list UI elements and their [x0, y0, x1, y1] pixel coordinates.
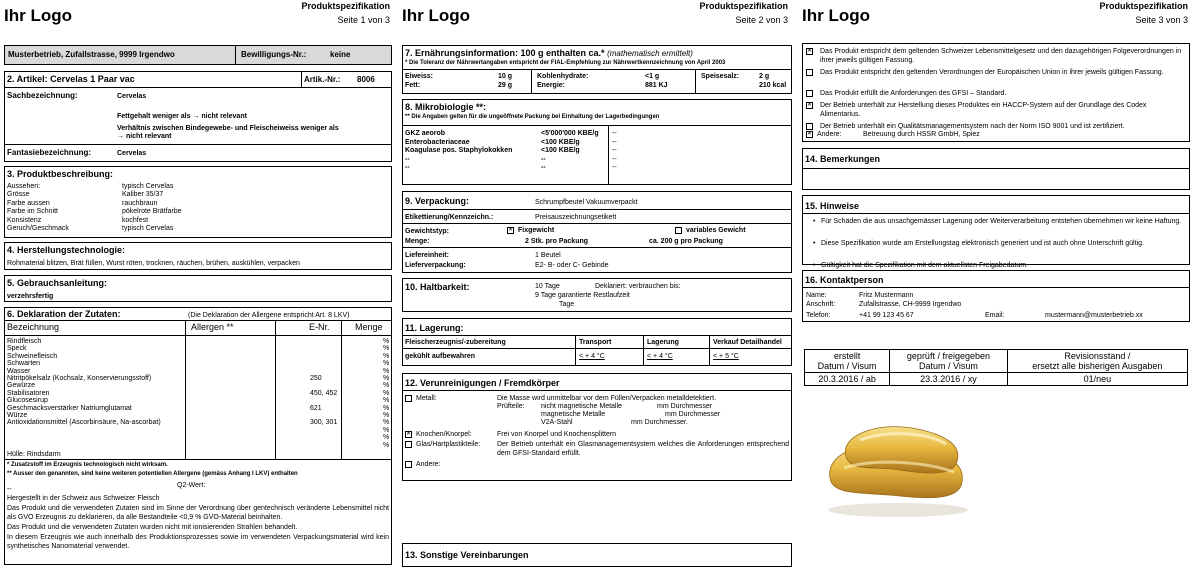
- micro-extra: --: [612, 147, 617, 155]
- section-microbiology: [402, 99, 792, 185]
- ingredient-pct: %: [383, 367, 390, 375]
- page-number: Seite 3 von 3: [1135, 15, 1188, 25]
- s6-title: 6. Deklaration der Zutaten:: [7, 309, 121, 319]
- s4-text: Rohmaterial blitzen, Brät füllen, Wurst röten, trocknen, räuchen, brühen, auskühlen, verpacken: [7, 260, 300, 267]
- micro-extra: --: [612, 164, 617, 172]
- s7-title: 7. Ernährungsinformation: 100 g enthalten ca.*: [405, 48, 605, 58]
- compliance-text: Das Produkt erfüllt die Anforderungen des GFSI – Standard.: [820, 90, 1007, 97]
- revision-table: erstellt Datum / Visum geprüft / freigegeben Datum / Visum Revisionsstand / ersetzt alle bisherigen Ausgaben 20.3.2016 / ab 23.3.2016 / xy 01/neu: [804, 349, 1188, 386]
- etik-value: Preisauszeichnungsetikett: [535, 214, 617, 221]
- property-key: Geruch/Geschmack: [7, 225, 69, 232]
- property-value: typisch Cervelas: [122, 183, 174, 190]
- micro-limit: <5'000'000 KBE/g: [541, 130, 599, 137]
- property-value: rauchbraun: [122, 199, 158, 207]
- liefer-value: 1 Beutel: [535, 252, 561, 259]
- ingredient-pct: %: [383, 360, 390, 368]
- nutrient-value: 210 kcal: [759, 82, 787, 89]
- document-title: Produktspezifikation: [1099, 1, 1188, 11]
- section-nutrition: [402, 45, 792, 94]
- s13-title: 13. Sonstige Vereinbarungen: [405, 550, 529, 560]
- verhaeltnis-note-2: → nicht relevant: [117, 133, 172, 140]
- ingredient-pct: %: [383, 338, 390, 345]
- property-value: kochfest: [122, 216, 149, 224]
- ingredient-pct: %: [383, 352, 390, 360]
- pruef-3-unit: mm Durchmesser.: [631, 419, 688, 426]
- section-compliance: ✕ Das Produkt entspricht dem geltenden Schweizer Lebensmittelgesetz und den dazugehörigen Folgeverordnungen in ihrer jeweils gültigen Fassung. Das Produkt entspricht den geltenden Verordnungen der Europäischen Union in ihrer jeweils gültigen Fassung. Das Produkt erfüllt die Anforderungen des GFSI – Standard. ✕ Der Betrieb unterhält zur Herstellung dieses Produktes ein HACCP-System auf der Grundlage des Codex Alimentarius. Der Betrieb unterhält ein Qualitätsmanagementsystem nach der Norm ISO 9001 und ist zertifiziert. ✕ Andere: Betreuung durch HSSR GmbH, Spiez: [802, 43, 1190, 142]
- metall-checkbox[interactable]: Metall:: [405, 394, 437, 403]
- ingredient-name: Schwarten: [7, 360, 41, 368]
- fantasie-label: Fantasiebezeichnung:: [7, 148, 92, 157]
- section-article: [4, 71, 392, 162]
- menge-weight: ca. 200 g pro Packung: [649, 238, 723, 245]
- col-menge: Menge: [355, 322, 383, 332]
- property-key: Farbe im Schnitt: [7, 208, 58, 216]
- s11-title: 11. Lagerung:: [405, 323, 464, 333]
- note-text: Diese Spezifikation wurde am Erstellungstag elektronisch generiert und ist auch ohne Unterschrift gültig.: [821, 240, 1144, 247]
- ingredient-pct: %: [383, 426, 390, 434]
- property-key: Farbe aussen: [7, 199, 50, 207]
- gewtyp-label: Gewichtstyp:: [405, 228, 449, 235]
- ingredient-name: Würze: [7, 412, 28, 419]
- s12-title: 12. Verunreinigungen / Fremdkörper: [405, 378, 560, 388]
- compliance-text: Der Betrieb unterhält zur Herstellung dieses Produktes ein HACCP-System auf der Grundlage des Codex Alimentarius.: [820, 102, 1147, 118]
- section-agreements: [402, 543, 792, 567]
- ingredient-name: Stabilisatoren: [7, 389, 50, 397]
- footnote-2: ** Ausser den genannten, sind keine weiteren potentiellen Allergene (gemäss Anhang I LKV) enthalten: [7, 471, 298, 477]
- property-key: Grösse: [7, 191, 30, 199]
- nutrient-value: 881 KJ: [645, 82, 668, 89]
- andere-compliance-value: Betreuung durch HSSR GmbH, Spiez: [863, 131, 980, 138]
- micro-organism: Enterobacteriaceae: [405, 138, 470, 146]
- contact-name: Fritz Mustermann: [859, 292, 914, 299]
- section-product-description: [4, 166, 392, 238]
- s9-value: Schrumpfbeutel Vakuumverpackt: [535, 199, 638, 206]
- menge-value: 2 Stk. pro Packung: [525, 238, 589, 245]
- property-value: Kaliber 35/37: [122, 191, 164, 199]
- q2-label: Q2-Wert:: [177, 482, 206, 489]
- rev-created: 20.3.2016 / ab: [805, 373, 890, 386]
- contact-email[interactable]: mustermann@musterbetrieb.xx: [1045, 312, 1143, 319]
- ingredient-name: Geschmacksverstärker Natriumglutamat: [7, 404, 132, 412]
- haltbarkeit-declared: Deklariert: verbrauchen bis:: [595, 283, 681, 290]
- ingredient-name: Nitritpökelsalz (Kochsalz, Konservierungsstoff): [7, 375, 152, 382]
- property-key: Aussehen:: [7, 183, 41, 190]
- ingredient-pct: %: [383, 404, 390, 412]
- ingredient-pct: %: [383, 412, 390, 419]
- lager-h3: Lagerung: [647, 339, 679, 346]
- huelle-line: Hülle: Rindsdarm: [7, 451, 61, 458]
- nutrient-label: Speisesalz:: [701, 73, 740, 80]
- property-key: Konsistenz: [7, 216, 42, 224]
- haltbarkeit-days: 10 Tage: [535, 283, 560, 290]
- fixgewicht-checkbox[interactable]: ✕ Fixgewicht: [508, 226, 555, 234]
- spec-page-1: [0, 0, 396, 571]
- andere-compliance-checkbox[interactable]: ✕ Andere:: [807, 130, 842, 138]
- company-logo: Ihr Logo: [402, 6, 470, 25]
- ingredient-name: Wasser: [7, 367, 31, 375]
- gvo-text: Das Produkt und die verwendeten Zutaten sind im Sinne der Verordnung über gentechnisch veränderte Lebensmittel nicht als GVO Erzeugnis zu deklarieren, da alle Bestandteile <0,9 % GVO-Material beinhalten.: [7, 505, 389, 521]
- contact-phone-label: Telefon:: [806, 312, 831, 319]
- section-ingredients: [4, 307, 392, 565]
- nutrient-value: 29 g: [498, 82, 513, 89]
- page-number: Seite 1 von 3: [337, 15, 390, 25]
- section-contaminants: [402, 373, 792, 481]
- section-technology: [4, 242, 392, 270]
- ingredient-name: Schweinefleisch: [7, 352, 58, 360]
- lieferv-value: E2- B- oder C- Gebinde: [535, 262, 609, 269]
- verhaeltnis-note: Verhältnis zwischen Bindegewebe- und Fleischeiweiss weniger als: [117, 125, 339, 132]
- col-allergen: Allergen **: [191, 322, 234, 332]
- company-logo: Ihr Logo: [4, 6, 72, 25]
- nutrient-label: Eiweiss:: [405, 73, 434, 80]
- section-packaging: [402, 191, 792, 273]
- s10-title: 10. Haltbarkeit:: [405, 282, 470, 292]
- s16-title: 16. Kontaktperson: [805, 275, 884, 285]
- rev-version: 01/neu: [1007, 373, 1187, 386]
- ingredient-pct: %: [383, 434, 390, 442]
- contact-email-label: Email:: [985, 312, 1005, 319]
- compliance-text: Das Produkt entspricht dem geltenden Schweizer Lebensmittelgesetz und den dazugehörigen Folgeverordnungen in ihrer jeweils gültigen Fassung.: [820, 48, 1182, 64]
- section-storage: [402, 318, 792, 366]
- page-number: Seite 2 von 3: [735, 15, 788, 25]
- document-title: Produktspezifikation: [699, 1, 788, 11]
- property-value: typisch Cervelas: [122, 225, 174, 232]
- lager-r1: gekühlt aufbewahren: [405, 353, 476, 360]
- nutrient-value: 10 g: [498, 73, 513, 80]
- section-shelf-life: [402, 278, 792, 312]
- metall-text: Die Masse wird unmittelbar vor dem Füllen/Verpacken metalldetektiert.: [497, 395, 717, 402]
- knochen-text: Frei von Knorpel und Knochensplittern: [497, 431, 617, 438]
- lager-r4: < + 5 °C: [713, 353, 739, 360]
- section-notes: 15. Hinweise • Für Schäden die aus unsachgemässer Lagerung oder Weiterverarbeitung entstehen übernehmen wir keine Haftung. • Diese Spezifikation wurde am Erstellungstag elektronisch generiert und ist auch ohne Unterschrift gültig. • Gültigkeit hat die Spezifikation mit dem aktuellsten Freigabedatum.: [802, 195, 1190, 265]
- ingredient-name: Gewürze: [7, 382, 36, 390]
- radiation-text: Das Produkt und die verwendeten Zutaten wurden nicht mit ionisierenden Strahlen behandelt.: [7, 524, 298, 531]
- haltbarkeit-days-2: Tage: [559, 301, 575, 308]
- artnr-value: 8006: [357, 75, 375, 84]
- lager-h1: Fleischerzeugnis/-zubereitung: [405, 339, 506, 346]
- micro-organism: GKZ aeorob: [405, 130, 446, 137]
- s5-text: verzehrsfertig: [7, 293, 54, 300]
- permit-label: Bewilligungs-Nr.:: [241, 50, 307, 59]
- ingredient-enr: 300, 301: [310, 419, 338, 427]
- compliance-text: Der Betrieb unterhält ein Qualitätsmanagementsystem nach der Norm ISO 9001 und ist zertifiziert.: [820, 123, 1125, 130]
- s3-title: 3. Produktbeschreibung:: [7, 169, 114, 179]
- ingredient-enr: 621: [310, 404, 322, 412]
- sachbez-label: Sachbezeichnung:: [7, 91, 78, 100]
- artnr-label: Artik.-Nr.:: [304, 75, 341, 84]
- document-title: Produktspezifikation: [301, 1, 390, 11]
- company-header: [4, 45, 392, 65]
- ingredient-pct: %: [383, 389, 390, 397]
- ingredient-pct: %: [383, 345, 390, 353]
- lieferv-label: Lieferverpackung:: [405, 262, 466, 269]
- s7-note: * Die Toleranz der Nährwertangaben entspricht der FIAL-Empfehlung zur Nährwertkennzeichnung von April 2003: [405, 60, 726, 66]
- footnote-1: * Zusatzstoff im Erzeugnis technologisch nicht wirksam.: [7, 462, 168, 468]
- contact-name-label: Name:: [806, 292, 827, 299]
- col-enr: E-Nr.: [309, 322, 330, 332]
- article-title: 2. Artikel: Cervelas 1 Paar vac: [7, 74, 135, 84]
- micro-extra: --: [612, 155, 617, 163]
- pruef-2: magnetische Metalle: [541, 411, 606, 418]
- note-text: Gültigkeit hat die Spezifikation mit dem aktuellsten Freigabedatum.: [821, 262, 1028, 269]
- nutrient-label: Kohlenhydrate:: [537, 73, 589, 80]
- s5-title: 5. Gebrauchsanleitung:: [7, 278, 108, 288]
- ingredient-pct: %: [383, 419, 390, 427]
- property-row: [7, 224, 69, 233]
- rev-approved: 23.3.2016 / xy: [890, 373, 1008, 386]
- micro-extra: --: [612, 138, 617, 146]
- s9-title: 9. Verpackung:: [405, 196, 470, 206]
- contact-address-label: Anschrift:: [806, 301, 836, 308]
- s7-title-italic: (mathematisch ermittelt): [607, 49, 693, 58]
- fantasie-value: Cervelas: [117, 150, 147, 157]
- micro-organism: --: [405, 164, 410, 172]
- haltbarkeit-rest: 9 Tage garantierte Restlaufzeit: [535, 292, 630, 299]
- liefer-label: Liefereinheit:: [405, 252, 449, 259]
- micro-limit: --: [541, 155, 546, 163]
- pruefteile-label: Prüfteile:: [497, 403, 525, 410]
- knochen-checkbox[interactable]: ✕ Knochen/Knorpel:: [406, 430, 472, 438]
- micro-organism: --: [405, 155, 410, 163]
- ingredient-name: Rindfleisch: [7, 338, 42, 345]
- contact-phone: +41 99 123 45 67: [859, 312, 914, 319]
- ingredient-name: Glucosesirup: [7, 397, 48, 405]
- ingredient-enr: 450, 452: [310, 389, 338, 397]
- nutrient-value: <1 g: [645, 73, 660, 80]
- fett-note: Fettgehalt weniger als → nicht relevant: [117, 113, 247, 120]
- micro-limit: --: [541, 164, 546, 172]
- s8-note: ** Die Angaben gelten für die ungeöffnete Packung bei Einhaltung der Lagerbedingungen: [405, 114, 660, 120]
- s4-title: 4. Herstellungstechnologie:: [7, 245, 126, 255]
- lager-r2: < + 4 °C: [579, 353, 605, 360]
- company-logo: Ihr Logo: [802, 6, 870, 25]
- company-address: Musterbetrieb, Zufallstrasse, 9999 Irgendwo: [8, 50, 175, 59]
- nutrient-label: Fett:: [405, 82, 421, 89]
- variables-gewicht-checkbox[interactable]: variables Gewicht: [675, 226, 746, 235]
- lager-h2: Transport: [579, 339, 612, 346]
- ingredient-name: Antioxidationsmittel (Ascorbinsäure, Na-ascorbat): [7, 419, 161, 427]
- s8-title: 8. Mikrobiologie **:: [405, 102, 487, 112]
- col-bezeichnung: Bezeichnung: [7, 322, 60, 332]
- section-contact: [802, 270, 1190, 322]
- nano-text: In diesem Erzeugnis wie auch innerhalb des Produktionsprozesses sowie im verwendeten Verpackungsmaterial wird kein synthetisches Nanomaterial verwendet.: [7, 534, 389, 550]
- s14-title: 14. Bemerkungen: [805, 154, 881, 164]
- micro-limit: <100 KBE/g: [541, 147, 580, 155]
- contact-address: Zufallstrasse, CH-9999 Irgendwo: [859, 301, 962, 308]
- spec-page-2: [398, 0, 794, 571]
- nutrient-label: Energie:: [537, 82, 566, 89]
- s15-title: 15. Hinweise: [805, 201, 860, 211]
- ingredient-pct: %: [383, 382, 390, 390]
- ingredient-pct: %: [383, 441, 390, 449]
- glas-text: Der Betrieb unterhält ein Glasmanagementsystem welches die Anforderungen entsprechend dem GFSI-Standard erfüllt.: [497, 441, 789, 457]
- s6-note: (Die Deklaration der Allergene entspricht Art. 8 LKV): [188, 312, 350, 319]
- sachbez-value: Cervelas: [117, 93, 147, 100]
- pruef-1: nicht magnetische Metalle: [541, 403, 622, 410]
- note-text: Für Schäden die aus unsachgemässer Lagerung oder Weiterverarbeitung entstehen übernehmen wir keine Haftung.: [821, 218, 1182, 225]
- origin-text: Hergestellt in der Schweiz aus Schweizer Fleisch: [7, 495, 160, 502]
- ingredient-enr: 250: [310, 375, 322, 382]
- pruef-1-unit: mm Durchmesser: [657, 403, 713, 410]
- section-usage: [4, 275, 392, 302]
- lager-r3: < + 4 °C: [647, 353, 673, 360]
- menge-label: Menge:: [405, 238, 430, 245]
- etik-label: Etikettierung/Kennzeichn.:: [405, 214, 494, 221]
- ingredient-name: Speck: [7, 345, 27, 353]
- lager-h4: Verkauf Detailhandel: [713, 339, 782, 346]
- spec-page-3: [798, 0, 1194, 571]
- compliance-text: Das Produkt entspricht den geltenden Verordnungen der Europäischen Union in ihrer jeweils gültigen Fassung.: [820, 69, 1164, 76]
- property-value: pökelrote Brätfarbe: [122, 208, 182, 216]
- andere-checkbox[interactable]: Andere:: [405, 460, 441, 469]
- ingredient-pct: %: [383, 397, 390, 405]
- product-photo: [816, 410, 976, 520]
- pruef-3: V2A-Stahl: [541, 419, 573, 426]
- pruef-2-unit: mm Durchmesser: [665, 411, 721, 418]
- micro-limit: <100 KBE/g: [541, 138, 580, 146]
- micro-extra: --: [612, 130, 617, 137]
- glas-checkbox[interactable]: Glas/Hartplastikteile:: [405, 440, 480, 449]
- micro-organism: Koagulase pos. Staphylokokken: [405, 147, 513, 155]
- ingredient-pct: %: [383, 375, 390, 382]
- section-remarks: [802, 148, 1190, 190]
- permit-value: keine: [330, 50, 351, 59]
- q2-dash: --: [7, 486, 12, 493]
- nutrient-value: 2 g: [759, 73, 770, 80]
